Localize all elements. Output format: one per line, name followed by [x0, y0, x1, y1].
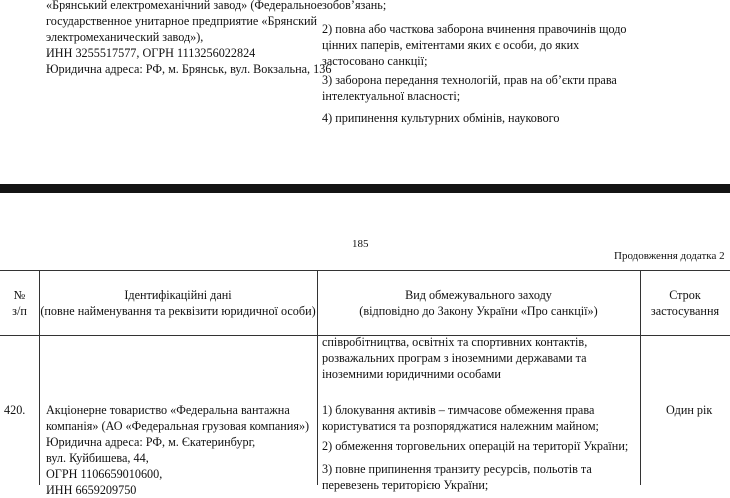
identity-line: ИНН 3255517577, ОГРН 1113256022824: [46, 46, 256, 60]
measure-line: цінних паперів, емітентами яких є особи, до яких: [322, 38, 580, 52]
row-measure-1: [322, 402, 599, 434]
measure-line: 2) повна або часткова заборона вчинення правочинів щодо: [322, 22, 627, 36]
measure-line: 3) повне припинення транзиту ресурсів, польотів та: [322, 462, 592, 476]
page-number: 185: [352, 238, 369, 250]
header-col-identity: [39, 287, 317, 319]
row-measure-2: [322, 438, 628, 454]
identity-line: вул. Куйбишева, 44,: [46, 451, 149, 465]
prev-page-measure-2: [322, 21, 627, 69]
header-col-number: [0, 287, 39, 319]
header-text: застосування: [650, 304, 720, 318]
identity-line: компанія» (АО «Федеральная грузовая компания»): [46, 419, 310, 433]
measure-line: перевезень територією України;: [322, 478, 489, 492]
identity-line: Юридична адреса: РФ, м. Брянськ, вул. Вокзальна, 136: [46, 62, 332, 76]
identity-line: ИНН 6659209750: [46, 483, 137, 497]
measure-line: застосовано санкції;: [322, 54, 428, 68]
measure-line: іноземними юридичними особами: [322, 367, 501, 381]
header-col-term: [640, 287, 730, 319]
row-number: 420.: [4, 403, 26, 417]
row-term: Один рік: [666, 403, 713, 417]
prev-page-measure-3: [322, 72, 617, 104]
prev-page-measure-4: [322, 110, 559, 126]
header-col-measure: [317, 287, 640, 319]
identity-line: «Брянський електромеханічний завод» (Федеральное: [46, 0, 323, 12]
header-text: №: [13, 288, 26, 302]
header-text: з/п: [12, 304, 27, 318]
identity-line: ОГРН 1106659010600,: [46, 467, 163, 481]
continued-measure-text: [322, 334, 587, 382]
row-measure-3: [322, 461, 592, 493]
column-separator: [39, 335, 40, 485]
continuation-note: Продовження додатка 2: [614, 250, 725, 262]
page-break-divider: [0, 184, 730, 193]
header-text: Ідентифікаційні дані: [124, 288, 232, 302]
identity-line: Акціонерне товариство «Федеральна вантажна: [46, 403, 290, 417]
measure-line: 1) блокування активів – тимчасове обмеження права: [322, 403, 595, 417]
column-separator: [640, 335, 641, 485]
table-top-border: [0, 270, 730, 271]
header-text: (повне найменування та реквізити юридичної особи): [40, 304, 316, 318]
measure-line: співробітництва, освітніх та спортивних контактів,: [322, 335, 588, 349]
column-separator: [317, 335, 318, 485]
header-text: Строк: [669, 288, 701, 302]
header-text: (відповідно до Закону України «Про санкції»): [359, 304, 598, 318]
identity-line: электромеханический завод»),: [46, 30, 204, 44]
prev-page-measure-tail: зобов’язань;: [322, 0, 387, 12]
measure-line: 4) припинення культурних обмінів, наукового: [322, 111, 560, 125]
measure-line: 3) заборона передання технологій, прав на об’єкти права: [322, 73, 617, 87]
identity-line: Юридична адреса: РФ, м. Єкатеринбург,: [46, 435, 256, 449]
measure-line: розважальних програм з іноземними державами та: [322, 351, 587, 365]
prev-page-identity: [46, 0, 331, 77]
row-identity: [46, 402, 309, 498]
measure-line: користуватися та розпоряджатися належним майном;: [322, 419, 599, 433]
identity-line: государственное унитарное предприятие «Брянский: [46, 14, 318, 28]
measure-line: 2) обмеження торговельних операцій на території України;: [322, 439, 629, 453]
measure-line: інтелектуальної власності;: [322, 89, 461, 103]
header-text: Вид обмежувального заходу: [405, 288, 552, 302]
